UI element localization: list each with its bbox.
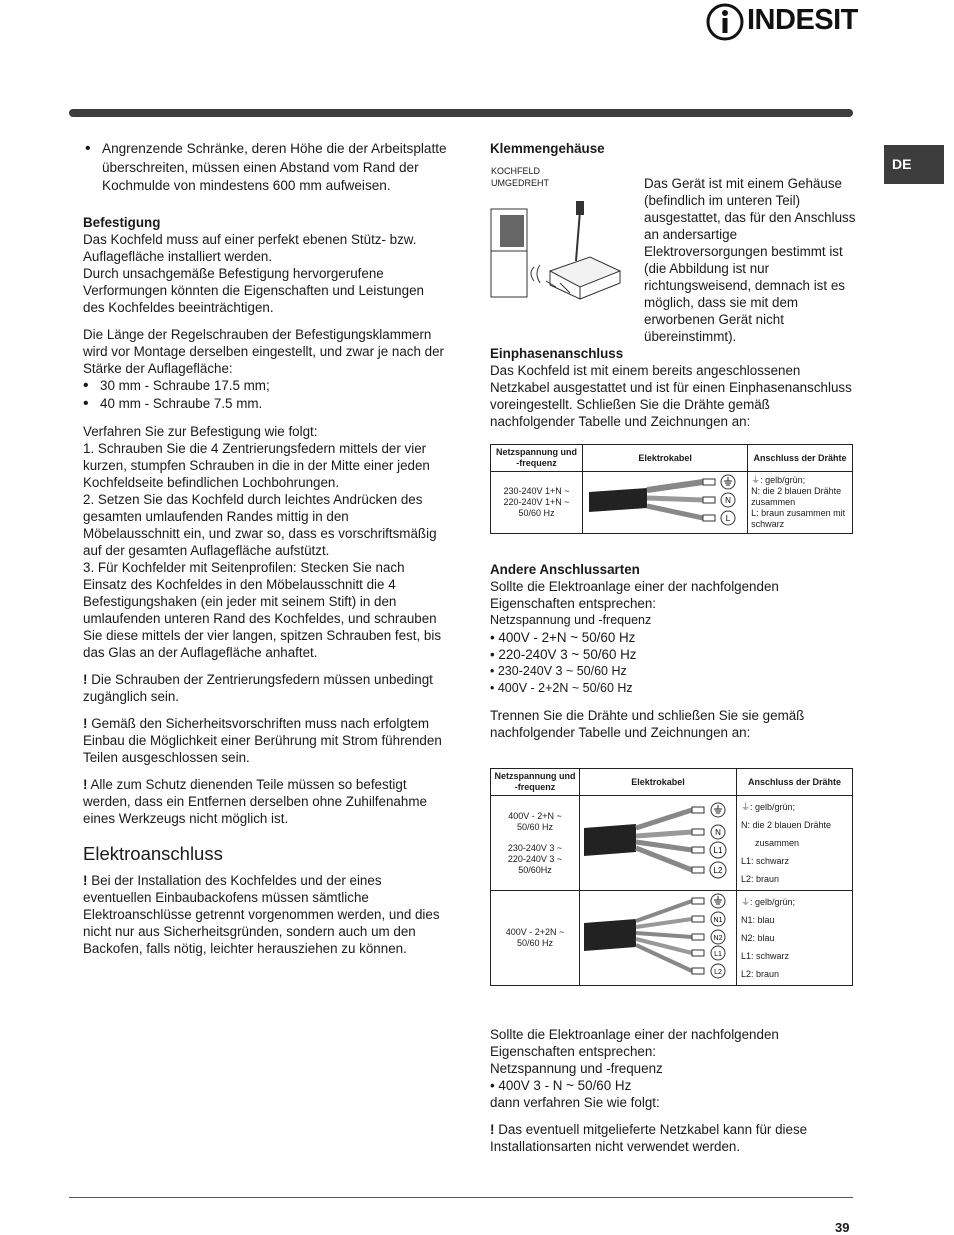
terminal-label: N <box>715 827 721 837</box>
terminal-label: N2 <box>713 934 723 942</box>
ground-icon: ⏚ <box>741 802 751 812</box>
cable-cell <box>583 472 748 534</box>
warning-note: ! Die Schrauben der Zentrierungsfedern müssen unbedingt zugänglich sein. <box>83 671 433 704</box>
language-tab: DE <box>884 145 944 184</box>
list-item: • 400V 3 - N ~ 50/60 Hz <box>490 1078 632 1093</box>
cable-drawing-icon <box>583 472 747 530</box>
wiring-table-2 <box>490 768 853 986</box>
brand-logo <box>705 0 858 42</box>
cable-cell <box>580 891 737 986</box>
warning-note: ! Bei der Installation des Kochfeldes und der eines eventuellen Einbaubackofens müssen sämtliche Elektroanschlüsse getrennt vorgenommen werden, und dies nicht nur aus Sicherheitsgründen, sondern auch um den Backofen, falls nötig, leichter herausziehen zu können. <box>83 872 440 956</box>
terminal-box-figure-icon <box>490 191 630 301</box>
footer-rule <box>69 1197 853 1198</box>
cable-drawing-icon <box>580 893 734 981</box>
section-title-befestigung: Befestigung <box>83 214 161 230</box>
warning-note: ! Das eventuell mitgelieferte Netzkabel kann für diese Installationsarten nicht verwendet werden. <box>490 1122 808 1154</box>
right-column <box>490 140 854 1155</box>
table-header: Anschluss der Drähte <box>748 445 853 472</box>
terminal-label: L1 <box>713 845 723 855</box>
paragraph: Das Kochfeld ist mit einem bereits angeschlossenen Netzkabel ausgestattet und ist für einen Einphasenanschluss voreingestellt. Schließen Sie die Drähte gemäß nachfolgender Tabelle und Zeichnungen an: <box>490 363 852 429</box>
cable-drawing-icon <box>580 798 734 886</box>
list-item: • 220-240V 3 ~ 50/60 Hz <box>490 647 637 662</box>
klemmen-block <box>490 157 856 344</box>
ground-icon: ⏚ <box>741 897 751 907</box>
voltage-cell: 230-240V 1+N ~ 220-240V 1+N ~ 50/60 Hz <box>491 472 583 534</box>
table-header: Elektrokabel <box>583 445 748 472</box>
terminal-label: L2 <box>713 865 723 875</box>
paragraph: Sollte die Elektroanlage einer der nachfolgenden Eigenschaften entsprechen: <box>490 579 779 611</box>
terminal-label: L1 <box>714 950 722 958</box>
warning-note: ! Gemäß den Sicherheitsvorschriften muss nach erfolgtem Einbau die Möglichkeit einer Berührung mit Strom führenden Teilen ausgeschlossen sein. <box>83 715 442 765</box>
terminal-label: N <box>725 496 731 505</box>
section-title-einphasen: Einphasenanschluss <box>490 346 624 361</box>
logo-text: INDESIT <box>747 4 858 36</box>
cable-cell <box>580 796 737 891</box>
list-item: • 40 mm - Schraube 7.5 mm. <box>83 394 263 412</box>
connection-cell: ⏚: gelb/grün; N: die 2 blauen Drähte zusammen L: braun zusammen mit schwarz <box>748 472 853 534</box>
paragraph: Trennen Sie die Drähte und schließen Sie sie gemäß nachfolgender Tabelle und Zeichnungen an: <box>490 708 805 740</box>
left-column <box>83 140 447 957</box>
section-title-klemmengehaeuse: Klemmengehäuse <box>490 141 605 156</box>
terminal-label: L2 <box>714 968 722 976</box>
paragraph: Verfahren Sie zur Befestigung wie folgt: <box>83 423 318 439</box>
ground-icon: ⏚ <box>751 475 761 485</box>
voltage-cell: 400V - 2+2N ~ 50/60 Hz <box>491 891 580 986</box>
bullet-text: Angrenzende Schränke, deren Höhe die der Arbeitsplatte überschreiten, müssen einen Abstand vom Rand der Kochmulde von mindestens 600 mm aufweisen. <box>102 141 447 193</box>
bullet-dot: • <box>85 140 91 157</box>
paragraph: Sollte die Elektroanlage einer der nachfolgenden Eigenschaften entsprechen: <box>490 1027 779 1059</box>
step-2: 2. Setzen Sie das Kochfeld durch leichtes Andrücken des gesamten umlaufenden Randes mittig in den Möbelausschnitt ein, und zwar so, dass es vorschriftsmäßig auf der gesamten Auflagefläche aufstützt. <box>83 491 437 558</box>
table-header: Netzspannung und -frequenz <box>491 445 583 472</box>
list-item: • 400V - 2+N ~ 50/60 Hz <box>490 630 636 645</box>
step-3: 3. Für Kochfelder mit Seitenprofilen: Stecken Sie nach Einsatz des Kochfeldes in den Möbelausschnitt die 4 Befestigungshaken (ein jeder mit seinem Stift) in den umlaufenden unteren Rand des Kochfeldes, und schrauben Sie diese mittels der vier langen, spitzen Schrauben fest, bis das Glas an der Auflagefläche anhaftet. <box>83 559 442 660</box>
page-number: 39 <box>835 1220 850 1235</box>
paragraph: Das Gerät ist mit einem Gehäuse (befindlich im unteren Teil) ausgestattet, das für den Anschluss an andersartige Elektroversorgungen bestimmt ist (die Abbildung ist nur richtungsweisend, demnach ist es möglich, dass sie mit dem erworbenen Gerät nicht übereinstimmt). <box>644 176 856 344</box>
step-1: 1. Schrauben Sie die 4 Zentrierungsfedern mittels der vier kurzen, stumpfen Schrauben in die in der Mitte einer jeden Kochfeldseite befindlichen Lochbohrungen. <box>83 440 430 490</box>
figure-label: UMGEDREHT <box>491 178 549 188</box>
connection-cell: ⏚: gelb/grün; N: die 2 blauen Drähte zusammen L1: schwarz L2: braun <box>737 796 853 891</box>
table-header: Netzspannung und -frequenz <box>491 769 580 796</box>
voltage-cell: 400V - 2+N ~ 50/60 Hz 230-240V 3 ~ 220-240V 3 ~ 50/60Hz <box>491 796 580 891</box>
terminal-label: L <box>725 514 731 523</box>
section-title-andere: Andere Anschlussarten <box>490 562 640 577</box>
paragraph: Die Länge der Regelschrauben der Befestigungsklammern wird vor Montage derselben eingestellt, und zwar je nach der Stärke der Auflagefläche: <box>83 326 445 376</box>
section-title-elektroanschluss: Elektroanschluss <box>83 842 223 864</box>
warning-note: ! Alle zum Schutz dienenden Teile müssen so befestigt werden, dass ein Entfernen derselben ohne Zuhilfenahme eines Werkzeugs nicht möglich ist. <box>83 776 427 826</box>
list-item: • 400V - 2+2N ~ 50/60 Hz <box>490 681 633 695</box>
table-header: Anschluss der Drähte <box>737 769 853 796</box>
figure-label: KOCHFELD <box>491 166 541 176</box>
wiring-table-1 <box>490 444 853 534</box>
paragraph: Durch unsachgemäße Befestigung hervorgerufene Verformungen könnten die Eigenschaften und Leistungen des Kochfeldes beeinträchtigen. <box>83 265 424 315</box>
bullet-item <box>85 140 447 196</box>
list-item: • 30 mm - Schraube 17.5 mm; <box>83 376 270 394</box>
paragraph: Netzspannung und -frequenz <box>490 1061 663 1076</box>
logo-mark-icon <box>705 2 745 42</box>
header-rule <box>69 109 853 117</box>
paragraph: Netzspannung und -frequenz <box>490 613 652 627</box>
terminal-label: N1 <box>713 916 723 924</box>
paragraph: Das Kochfeld muss auf einer perfekt ebenen Stütz- bzw. Auflagefläche installiert werden. <box>83 231 417 264</box>
table-header: Elektrokabel <box>580 769 737 796</box>
connection-cell: ⏚: gelb/grün; N1: blau N2: blau L1: schwarz L2: braun <box>737 891 853 986</box>
list-item: • 230-240V 3 ~ 50/60 Hz <box>490 664 627 678</box>
paragraph: dann verfahren Sie wie folgt: <box>490 1095 660 1110</box>
